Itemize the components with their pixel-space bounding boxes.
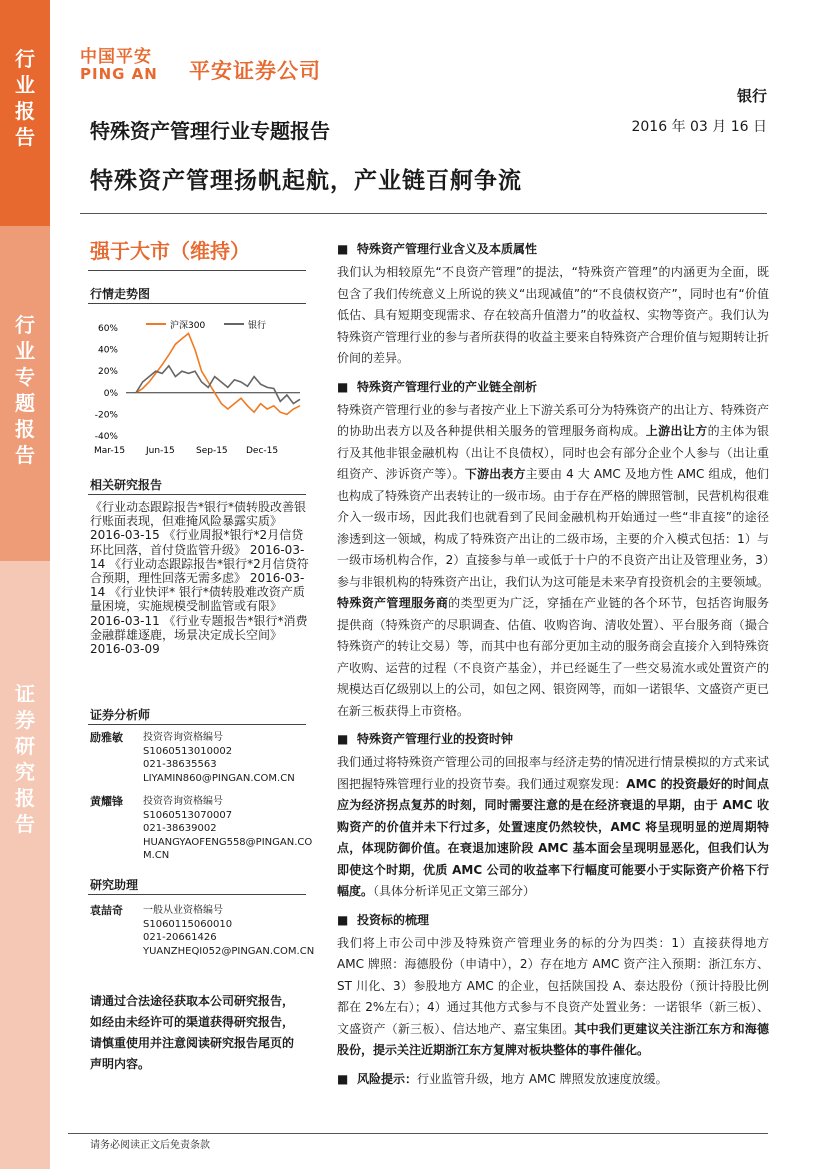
divider — [68, 1133, 768, 1134]
sidebar — [0, 0, 50, 1169]
divider — [88, 303, 306, 304]
sidebar-char: 行 — [15, 47, 35, 71]
section-title: 特殊资产管理行业的投资时钟 — [357, 732, 514, 746]
analyst-cert-no: S1060513070007 — [143, 809, 233, 821]
section-body — [337, 400, 769, 723]
pingan-logo — [80, 42, 158, 83]
sidebar-char: 究 — [15, 760, 35, 784]
sidebar-block-report — [0, 0, 50, 226]
section-body — [337, 933, 769, 1062]
assistant-email: YUANZHEQI052@PINGAN.COM.CN — [143, 945, 315, 957]
disclaimer: 请通过合法途径获取本公司研究报告，如经由未经许可的渠道获得研究报告，请慎重使用并注意阅读研究报告尾页的声明内容。 — [90, 994, 295, 1071]
logo-cn: 中国平安 — [80, 47, 152, 67]
text-run-bold: 特殊资产管理服务商 — [337, 596, 449, 610]
y-tick-label: 20% — [97, 367, 118, 378]
bullet-icon: ■ — [337, 912, 349, 927]
sidebar-char: 业 — [15, 339, 35, 363]
text-run-bold: AMC 的投资最好的时间点应为经济拐点复苏的时刻，同时需要注意的是在经济衰退的早期，由于 AMC 收购资产的价值并未下行过多，处置速度仍然较快，AMC 将呈现明显的逆周期特点，体现防御价值。在衰退加速阶段 AMC 基本面会呈现明显恶化，但我们认为即使这个时期，优质 AMC 公司的收益率下行幅度可能要小于实际资产价格下行幅度。 — [337, 776, 769, 898]
main-content — [337, 240, 769, 1087]
sidebar-char: 券 — [15, 708, 35, 732]
text-run: 我们将上市公司中涉及特殊资产管理业务的标的分为四类：1）直接获得地方 AMC 牌照：海德股份（申请中），2）存在地方 AMC 资产注入预期：浙江东方、ST 川化、3）参股地方 AMC 的企业，包括陕国投 A、泰达股份（预计持股比例都在 2%左右）；4）通过其他方式参与不良资产处置业务：一诺银华（新三板）、文盛资产（新三板）、信达地产、嘉宝集团。 — [337, 935, 769, 1036]
text-run: 我们通过将特殊资产管理公司的回报率与经济走势的情况进行情景模拟的方式来试图把握特殊管理行业的投资节奏。我们通过观察发现： — [337, 755, 770, 791]
text-run-bold: 上游出让方 — [645, 424, 708, 438]
report-date: 2016 年 03 月 16 日 — [631, 119, 767, 135]
assistant-phone: 021-20661426 — [143, 932, 217, 944]
logo-en: PING AN — [80, 65, 158, 83]
analyst-name: 黄耀锋 — [90, 795, 123, 808]
rating: 强于大市（维持） — [90, 239, 250, 263]
report-type: 特殊资产管理行业专题报告 — [90, 119, 330, 143]
text-run-bold: 下游出表方 — [464, 467, 526, 481]
footer-note: 请务必阅读正文后免责条款 — [90, 1140, 210, 1151]
sidebar-char: 行 — [15, 313, 35, 337]
assistant-cert-label: 一般从业资格编号 — [143, 905, 223, 916]
sidebar-char: 专 — [15, 365, 35, 389]
bullet-icon: ■ — [337, 242, 349, 256]
section-heading — [337, 911, 769, 928]
analyst-phone: 021-38639002 — [143, 823, 217, 835]
legend-label-hs300: 沪深300 — [170, 321, 206, 331]
y-tick-label: -40% — [94, 432, 118, 442]
analyst-phone: 021-38635563 — [143, 759, 217, 771]
analyst-cert-label: 投资咨询资格编号 — [143, 732, 223, 743]
sidebar-char: 报 — [15, 417, 35, 441]
x-tick-label: Sep-15 — [196, 446, 228, 456]
market-chart — [88, 308, 308, 458]
text-run: 特殊资产管理行业的参与者按产业上下游关系可分为特殊资产的出让方、特殊资产的协助出表方以及各种提供相关服务的管理服务商构成。 — [337, 402, 770, 438]
text-run: 的类型更为广泛，穿插在产业链的各个环节，包括咨询服务提供商（特殊资产的尽职调查、估值、收购咨询、清收处置）、平台服务商（撮合特殊资产的转让交易）等，而其中也有部分更加主动的服务商会直接介入到特殊资产收购、运营的过程（不良资产基金），并已经诞生了一些交易流水或处置资产的规模达百亿级别以上的公司，如包之网、银资网等，而如一诺银华、文盛资产更已在新三板获得上市资格。 — [337, 596, 770, 718]
risk-text: 行业监管升级，地方 AMC 牌照发放速度放缓。 — [417, 1071, 668, 1086]
assistant-name: 袁喆奇 — [90, 904, 123, 917]
analyst-email-cont: M.CN — [143, 850, 170, 862]
y-tick-label: 60% — [97, 324, 118, 334]
legend-label-bank: 银行 — [248, 321, 267, 331]
sidebar-char: 告 — [15, 812, 35, 836]
x-tick-label: Dec-15 — [246, 446, 279, 456]
sidebar-char: 告 — [15, 443, 35, 467]
company-name: 平安证券公司 — [189, 59, 321, 83]
divider — [88, 494, 306, 495]
risk-note — [337, 1070, 769, 1087]
sidebar-block-research — [0, 561, 50, 1169]
sidebar-char: 研 — [15, 734, 35, 758]
text-run: 主要由 4 大 AMC 及地方性 AMC 组成，他们也构成了特殊资产出表转让的一级市场。由于存在严格的牌照管制，民营机构很难介入一级市场，因此我们也就看到了民间金融机构开始通过一些“非直接”的途径渗透到这一领域，构成了特殊资产出让的二级市场，主要的介入模式包括：1）与一级市场机构合作，2）直接参与单一或低于十户的不良资产出让及管理业务，3）参与非银机构的特殊资产出让，我们认为这可能是未来孕育投资机会的主要领域。 — [337, 467, 770, 589]
sidebar-char: 报 — [15, 786, 35, 810]
analyst-cert-no: S1060513010002 — [143, 745, 233, 757]
bullet-icon: ■ — [337, 1071, 349, 1086]
page-title: 特殊资产管理扬帆起航，产业链百舸争流 — [90, 168, 522, 194]
divider — [88, 270, 306, 271]
section-heading — [337, 730, 769, 747]
y-tick-label: 0% — [103, 388, 118, 399]
research-title: 相关研究报告 — [90, 478, 163, 492]
divider — [88, 894, 306, 895]
section-title: 特殊资产管理行业含义及本质属性 — [357, 242, 538, 256]
section-heading — [337, 240, 769, 257]
analyst-email: HUANGYAOFENG558@PINGAN.CO — [143, 836, 313, 848]
section-heading — [337, 378, 769, 395]
section-title: 投资标的梳理 — [357, 912, 430, 927]
sidebar-char: 题 — [15, 391, 35, 415]
y-tick-label: 40% — [97, 345, 118, 356]
y-tick-label: -20% — [94, 410, 118, 421]
bullet-icon: ■ — [337, 732, 349, 746]
sidebar-block-topic — [0, 226, 50, 561]
analyst-email: LIYAMIN860@PINGAN.COM.CN — [143, 772, 295, 784]
sidebar-char: 证 — [15, 682, 35, 706]
text-run-bold: 其中我们更建议关注浙江东方和海德股份，提示关注近期浙江东方复牌对板块整体的事件催化。 — [337, 1021, 769, 1057]
sector-label: 银行 — [736, 87, 767, 105]
analysts-title: 证券分析师 — [90, 708, 151, 722]
analyst-name: 励雅敏 — [90, 731, 123, 744]
divider — [88, 724, 306, 725]
related-research-list: 《行业动态跟踪报告*银行*债转股改善银行账面表现，但难掩风险暴露实质》 2016-03-15 《行业周报*银行*2月信贷环比回落，首付贷监管升级》 2016-03-14 《行业动态跟踪报告*银行*2月信贷符合预期，理性回落无需多虑》 2016-03-14 《行业快评* 银行*债转股难改资产质量困境，实施规模受制监管或有限》 2016-03-11 《行业专题报告*银行*消费金融群雄逐鹿，场景决定成长空间》 2016-03-09 — [90, 500, 309, 657]
section-title: 特殊资产管理行业的产业链全剖析 — [357, 379, 538, 394]
text-run: （具体分析详见正文第三部分） — [373, 884, 536, 898]
sidebar-char: 报 — [15, 99, 35, 123]
text-run: 的主体为银行及其他非银金融机构（出让不良债权），同时也会有部分企业个人参与（出让重组资产、涉诉资产等）。 — [337, 424, 769, 481]
assistant-cert-no: S1060115060010 — [143, 918, 233, 930]
x-tick-label: Jun-15 — [146, 446, 175, 456]
assistants-title: 研究助理 — [90, 878, 139, 892]
x-tick-label: Mar-15 — [94, 446, 126, 456]
risk-label: 风险提示： — [357, 1071, 418, 1086]
market-title: 行情走势图 — [90, 287, 151, 301]
analyst-cert-label: 投资咨询资格编号 — [143, 796, 223, 807]
series-line-hs300 — [136, 333, 300, 414]
section-body — [337, 752, 769, 903]
sidebar-char: 业 — [15, 73, 35, 97]
sidebar-char: 告 — [15, 125, 35, 149]
section-body: 我们认为相较原先“不良资产管理”的提法，“特殊资产管理”的内涵更为全面，既包含了我们传统意义上所说的狭义“出现减值”的“不良债权资产”，同时也有“价值低估、具有短期变现需求、存在较高升值潜力”的收益权、实物等资产。我们认为特殊资产管理行业的参与者所获得的收益主要来自特殊资产合理价值与短期转让折价间的差异。 — [337, 265, 770, 365]
bullet-icon: ■ — [337, 379, 349, 394]
divider — [80, 213, 767, 214]
